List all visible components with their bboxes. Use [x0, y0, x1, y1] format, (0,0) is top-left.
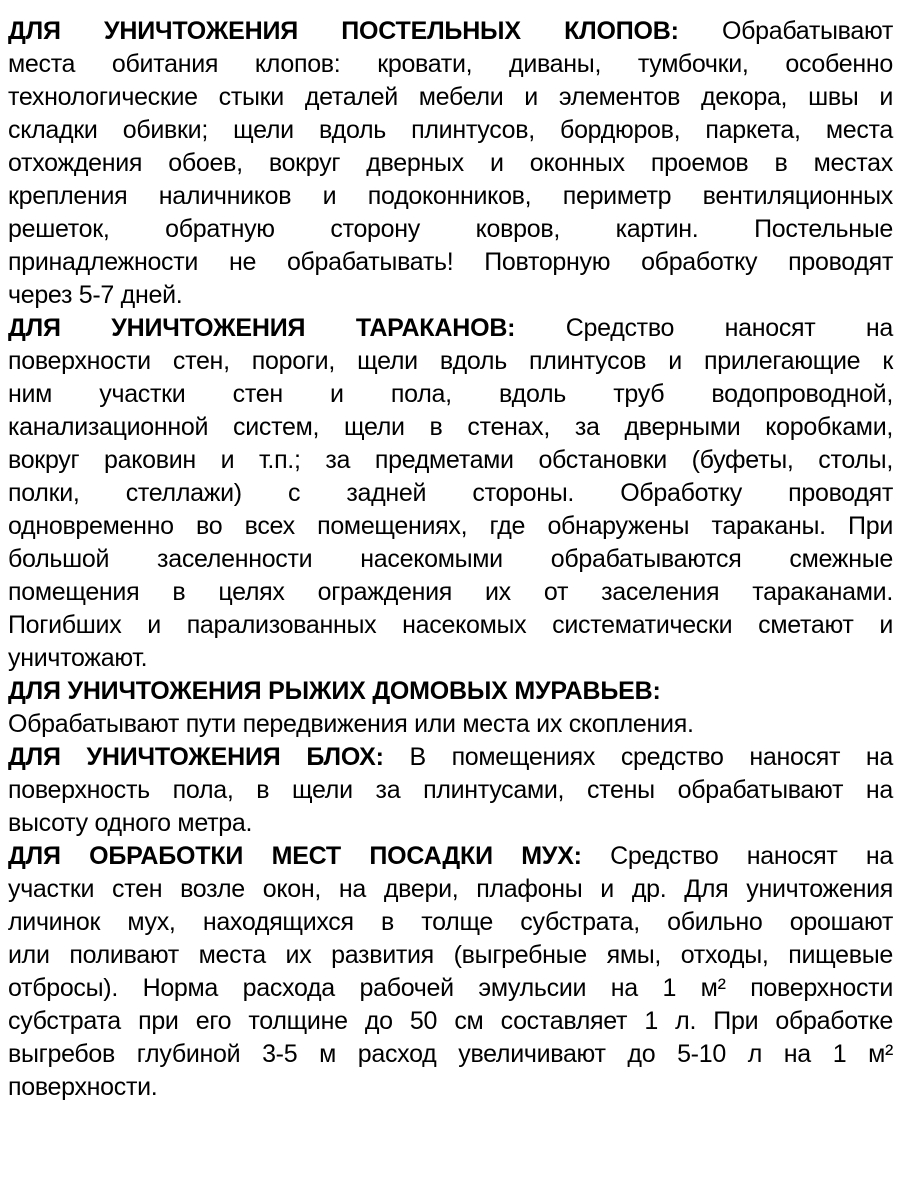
line-text: места обитания клопов: кровати, диваны, тумбочки, особенно: [8, 50, 893, 78]
section-flies: [8, 840, 893, 1104]
line-text: высоту одного метра.: [8, 809, 253, 837]
text-line: [8, 873, 893, 906]
text-line: [8, 15, 893, 48]
line-text: Средство наносят на: [610, 842, 893, 870]
line-text: Обрабатывают пути передвижения или места их скопления.: [8, 710, 694, 738]
text-line: [8, 114, 893, 147]
text-line: [8, 444, 893, 477]
text-line: [8, 807, 893, 840]
text-line: [8, 378, 893, 411]
line-text: большой заселенности насекомыми обрабатываются смежные: [8, 545, 893, 573]
text-line: [8, 774, 893, 807]
text-line: [8, 477, 893, 510]
line-text: технологические стыки деталей мебели и элементов декора, швы и: [8, 83, 893, 111]
text-line: [8, 246, 893, 279]
text-line: [8, 510, 893, 543]
text-line: [8, 939, 893, 972]
text-line: [8, 741, 893, 774]
section-bedbugs: [8, 15, 893, 312]
line-text: принадлежности не обрабатывать! Повторную обработку проводят: [8, 248, 893, 276]
section-heading: ДЛЯ УНИЧТОЖЕНИЯ РЫЖИХ ДОМОВЫХ МУРАВЬЕВ:: [8, 677, 661, 705]
line-text: субстрата при его толщине до 50 см составляет 1 л. При обработке: [8, 1007, 893, 1035]
text-line: [8, 213, 893, 246]
line-text: Средство наносят на: [565, 314, 893, 342]
line-text: ним участки стен и пола, вдоль труб водопроводной,: [8, 380, 893, 408]
line-text: крепления наличников и подоконников, периметр вентиляционных: [8, 182, 893, 210]
text-line: [8, 411, 893, 444]
text-line: [8, 81, 893, 114]
text-line: [8, 906, 893, 939]
line-text: Погибших и парализованных насекомых систематически сметают и: [8, 611, 893, 639]
line-text: помещения в целях ограждения их от заселения тараканами.: [8, 578, 893, 606]
section-fleas: [8, 741, 893, 840]
text-line: [8, 147, 893, 180]
section-ants: [8, 675, 893, 741]
text-line: [8, 576, 893, 609]
line-text: личинок мух, находящихся в толще субстрата, обильно орошают: [8, 908, 893, 936]
text-line: [8, 543, 893, 576]
line-text: канализационной систем, щели в стенах, за дверными коробками,: [8, 413, 893, 441]
text-line: [8, 1038, 893, 1071]
line-text: поверхности стен, пороги, щели вдоль плинтусов и прилегающие к: [8, 347, 893, 375]
line-text: полки, стеллажи) с задней стороны. Обработку проводят: [8, 479, 893, 507]
section-heading: ДЛЯ УНИЧТОЖЕНИЯ БЛОХ:: [8, 743, 384, 771]
line-text: уничтожают.: [8, 644, 148, 672]
sections-container: [8, 15, 893, 1104]
section-heading: ДЛЯ ОБРАБОТКИ МЕСТ ПОСАДКИ МУХ:: [8, 842, 582, 870]
text-line: [8, 279, 893, 312]
line-text: через 5-7 дней.: [8, 281, 183, 309]
line-text: В помещениях средство наносят на: [409, 743, 893, 771]
text-line: [8, 675, 893, 708]
line-text: или поливают места их развития (выгребные ямы, отходы, пищевые: [8, 941, 893, 969]
line-text: решеток, обратную сторону ковров, картин. Постельные: [8, 215, 893, 243]
line-text: отхождения обоев, вокруг дверных и оконных проемов в местах: [8, 149, 893, 177]
line-text: Обрабатывают: [721, 17, 893, 45]
line-text: выгребов глубиной 3-5 м расход увеличивают до 5-10 л на 1 м²: [8, 1040, 893, 1068]
line-text: поверхности.: [8, 1073, 158, 1101]
text-line: [8, 609, 893, 642]
text-line: [8, 840, 893, 873]
section-heading: ДЛЯ УНИЧТОЖЕНИЯ ПОСТЕЛЬНЫХ КЛОПОВ:: [8, 17, 679, 45]
section-heading: ДЛЯ УНИЧТОЖЕНИЯ ТАРАКАНОВ:: [8, 314, 516, 342]
line-text: участки стен возле окон, на двери, плафоны и др. Для уничтожения: [8, 875, 893, 903]
text-line: [8, 642, 893, 675]
line-text: вокруг раковин и т.п.; за предметами обстановки (буфеты, столы,: [8, 446, 893, 474]
text-line: [8, 972, 893, 1005]
line-text: одновременно во всех помещениях, где обнаружены тараканы. При: [8, 512, 893, 540]
text-line: [8, 48, 893, 81]
text-line: [8, 1071, 893, 1104]
text-line: [8, 312, 893, 345]
text-line: [8, 180, 893, 213]
line-text: складки обивки; щели вдоль плинтусов, бордюров, паркета, места: [8, 116, 893, 144]
text-line: [8, 345, 893, 378]
text-line: [8, 1005, 893, 1038]
section-cockroaches: [8, 312, 893, 675]
line-text: поверхность пола, в щели за плинтусами, стены обрабатывают на: [8, 776, 893, 804]
line-text: отбросы). Норма расхода рабочей эмульсии на 1 м² поверхности: [8, 974, 893, 1002]
text-line: [8, 708, 893, 741]
